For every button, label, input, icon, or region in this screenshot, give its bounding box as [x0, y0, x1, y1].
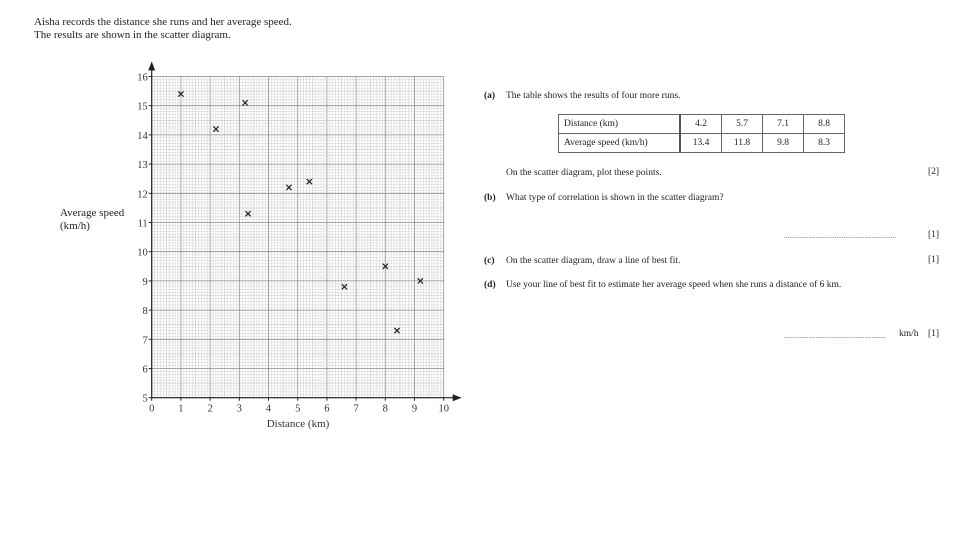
question-d-unit: km/h [899, 329, 919, 339]
question-d [484, 279, 841, 291]
table-row-speed [559, 134, 845, 153]
question-c-text: On the scatter diagram, draw a line of best fit. [506, 256, 681, 266]
intro-line-1: Aisha records the distance she runs and her average speed. [34, 16, 292, 28]
runs-table [558, 114, 845, 153]
svg-text:6: 6 [324, 403, 330, 415]
svg-text:16: 16 [137, 72, 148, 84]
svg-text:5: 5 [142, 393, 148, 405]
y-axis-label-line-1: Average speed [60, 207, 125, 219]
question-c-marks: [1] [928, 255, 940, 265]
question-d-marks: [1] [928, 329, 940, 339]
answer-line-d[interactable]: .......................................................... [784, 332, 886, 340]
question-b-label: (b) [484, 193, 496, 203]
question-d-label: (d) [484, 280, 496, 290]
table-cell: 13.4 [680, 134, 722, 153]
question-a [484, 90, 680, 102]
table-cell: 9.8 [763, 134, 804, 153]
svg-text:10: 10 [137, 247, 148, 259]
svg-text:10: 10 [438, 403, 449, 415]
table-cell: 5.7 [722, 115, 763, 134]
question-a-text: The table shows the results of four more runs. [506, 91, 681, 101]
table-cell: 7.1 [763, 115, 804, 134]
svg-text:0: 0 [149, 403, 155, 415]
svg-text:15: 15 [137, 101, 148, 113]
question-b-text: What type of correlation is shown in the scatter diagram? [506, 193, 724, 203]
svg-text:8: 8 [382, 403, 388, 415]
svg-text:11: 11 [137, 218, 148, 230]
svg-text:3: 3 [236, 403, 242, 415]
question-b [484, 192, 724, 204]
table-cell: 8.8 [804, 115, 845, 134]
svg-text:8: 8 [142, 306, 148, 318]
y-axis-label-line-2: (km/h) [60, 220, 90, 232]
table-header-speed: Average speed (km/h) [559, 134, 681, 153]
question-a-label: (a) [484, 91, 496, 101]
svg-text:6: 6 [142, 364, 148, 376]
table-cell: 8.3 [804, 134, 845, 153]
x-axis-label: Distance (km) [266, 418, 330, 430]
svg-text:14: 14 [137, 130, 148, 142]
answer-line-b[interactable]: ................................................................ [784, 232, 896, 240]
question-a-marks: [2] [928, 167, 940, 177]
table-cell: 4.2 [680, 115, 722, 134]
question-c [484, 255, 680, 267]
question-b-marks: [1] [928, 230, 940, 240]
table-header-distance: Distance (km) [559, 115, 681, 134]
question-a-instruction: On the scatter diagram, plot these points. [506, 168, 662, 178]
question-d-text: Use your line of best fit to estimate her average speed when she runs a distance of 6 km. [506, 280, 842, 290]
question-c-label: (c) [484, 256, 495, 266]
svg-text:7: 7 [353, 403, 359, 415]
intro-line-2: The results are shown in the scatter diagram. [34, 29, 231, 41]
svg-text:12: 12 [137, 189, 148, 201]
graph-paper-grid [152, 77, 444, 398]
svg-text:7: 7 [142, 335, 148, 347]
svg-text:1: 1 [178, 403, 184, 415]
table-row-distance [559, 115, 845, 134]
svg-text:5: 5 [295, 403, 301, 415]
svg-text:9: 9 [411, 403, 418, 415]
table-cell: 11.8 [722, 134, 763, 153]
svg-text:2: 2 [207, 403, 213, 415]
svg-text:13: 13 [137, 160, 148, 172]
svg-text:9: 9 [142, 276, 148, 288]
svg-text:4: 4 [265, 403, 272, 415]
